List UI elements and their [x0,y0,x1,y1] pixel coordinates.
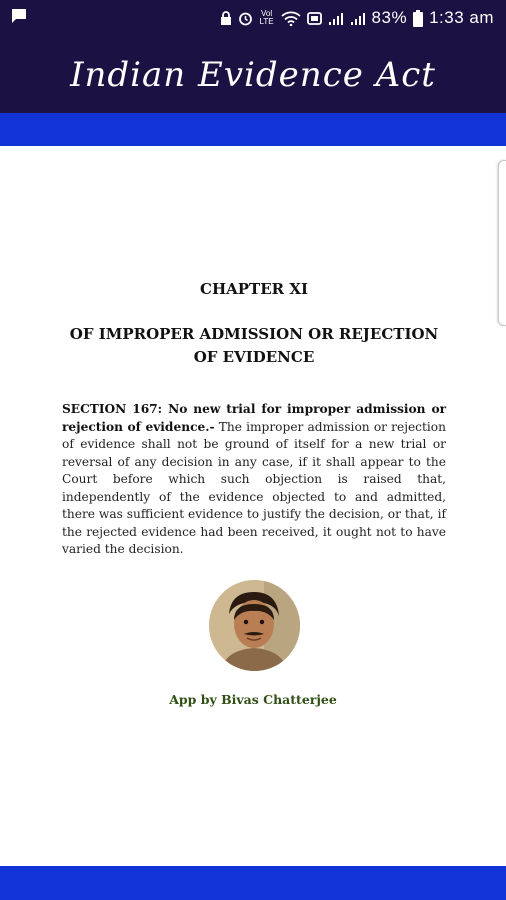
app-title: Indian Evidence Act [70,54,436,95]
status-left [10,8,28,29]
chapter-subtitle: OF IMPROPER ADMISSION OR REJECTION OF EVIDENCE [69,325,439,366]
section-body: The improper admission or rejection of evidence shall not be ground of itself for a new trial or reversal of any decision in any case, if it shall appear to the Court before which such objection is raised that, independently of the evidence objected to and admitted, there was sufficient evidence to justify the decision, or that, if the rejected evidence had been received, it ought not to have varied the decision. [62,419,446,556]
signal-icon [350,11,366,26]
alarm-icon [238,11,253,26]
clock: 1:33 am [429,8,494,27]
wifi-icon [281,11,301,26]
accent-strip [0,113,506,146]
chapter-title: CHAPTER XI [200,280,308,298]
lock-icon [220,11,232,26]
battery-icon [413,10,423,27]
volte-icon: Vol LTE [259,9,274,26]
section-heading: SECTION 167: No new trial for improper admission or rejection of evidence.- [62,402,446,434]
signal-icon [328,11,344,26]
bottom-strip [0,866,506,900]
status-bar [0,0,506,36]
status-right [220,8,494,28]
developer-credit: App by Bivas Chatterjee [169,692,337,707]
section-text [62,401,446,559]
app-bar [0,36,506,113]
cast-icon [307,11,322,26]
chat-icon [10,8,28,29]
author-avatar [209,580,300,671]
scroll-handle[interactable] [498,160,506,326]
battery-percent: 83% [371,8,408,27]
